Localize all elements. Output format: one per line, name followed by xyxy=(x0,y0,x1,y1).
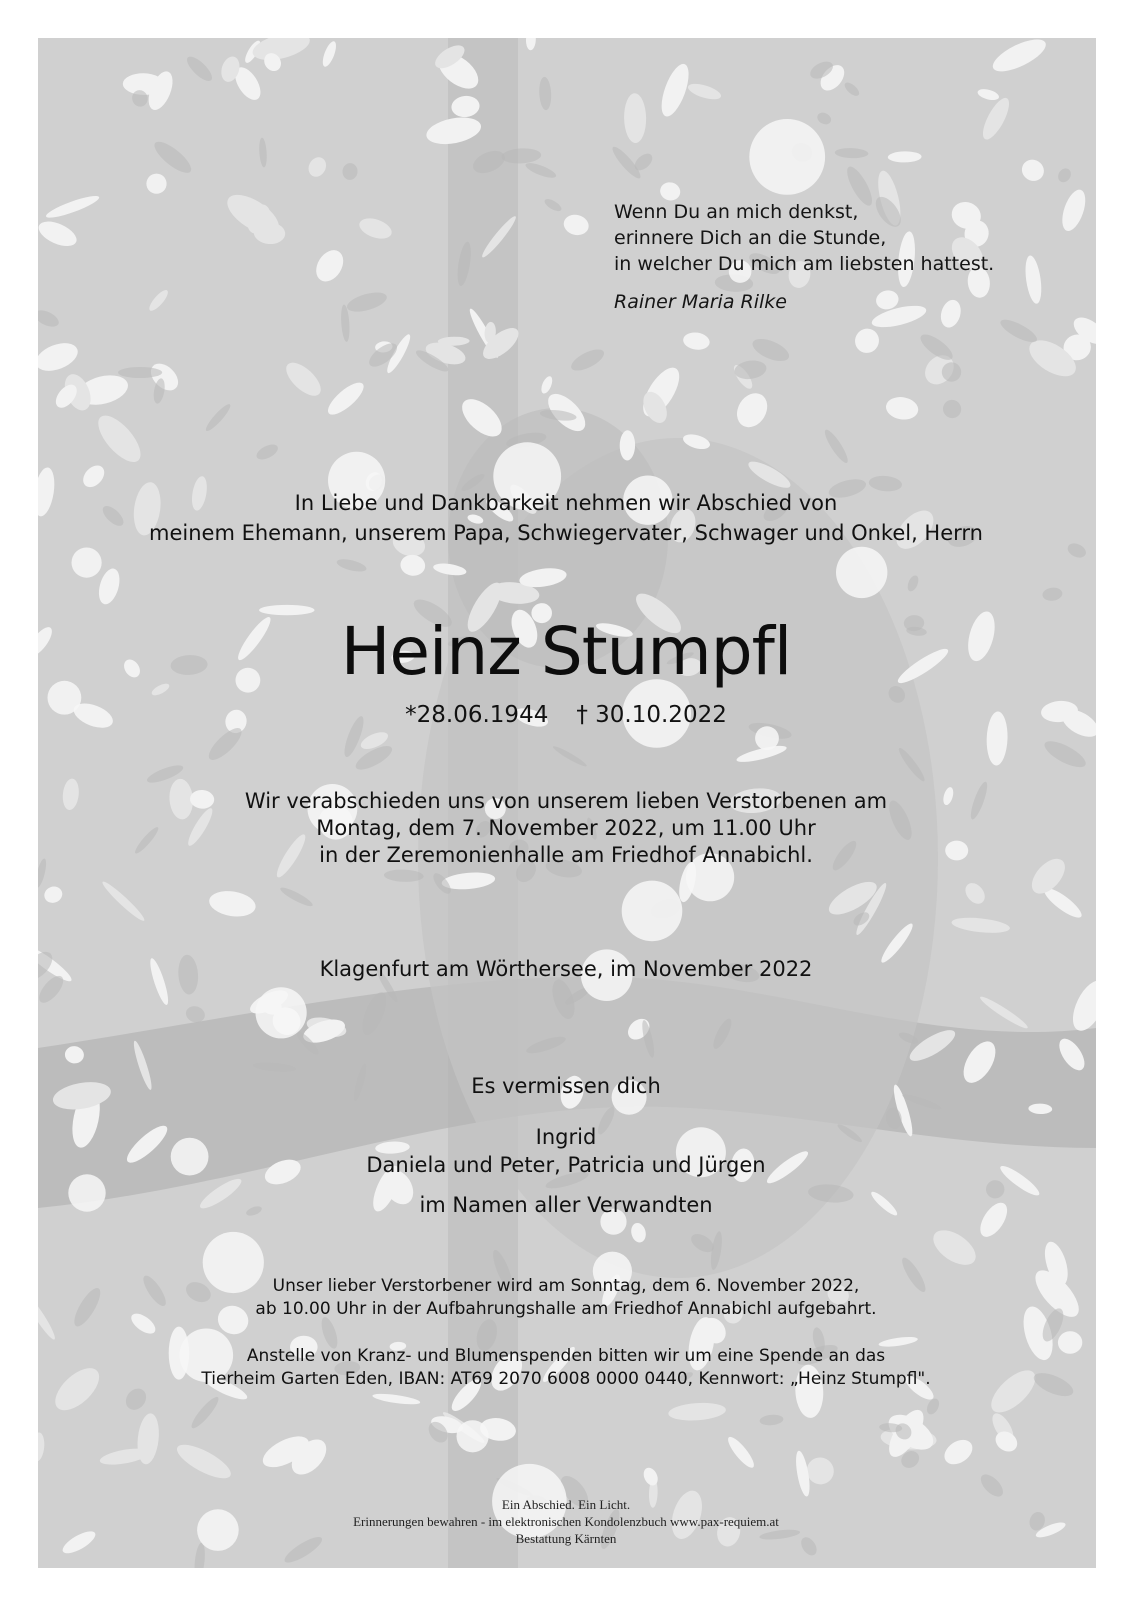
quote-line: in welcher Du mich am liebsten hattest. xyxy=(614,253,995,275)
donation-note xyxy=(0,1345,1132,1391)
mourners-names xyxy=(0,1123,1132,1179)
quote-block xyxy=(614,199,994,315)
mourner-name: Ingrid xyxy=(535,1125,597,1149)
mourners-heading: Es vermissen dich xyxy=(471,1074,661,1098)
ceremony-line: Montag, dem 7. November 2022, um 11.00 Uhr xyxy=(316,816,816,840)
viewing-note-line: ab 10.00 Uhr in der Aufbahrungshalle am Friedhof Annabichl aufgebahrt. xyxy=(255,1299,877,1319)
place-date: Klagenfurt am Wörthersee, im November 2022 xyxy=(319,957,813,981)
footer-line: Bestattung Kärnten xyxy=(515,1531,617,1546)
quote-line: Wenn Du an mich denkst, xyxy=(614,201,859,223)
footer-line: Erinnerungen bewahren - im elektronischen Kondolenzbuch www.pax-requiem.at xyxy=(353,1514,779,1529)
birth-date: *28.06.1944 xyxy=(405,702,549,728)
life-dates xyxy=(0,700,1132,730)
intro-line: meinem Ehemann, unserem Papa, Schwiegervater, Schwager und Onkel, Herrn xyxy=(149,521,983,545)
viewing-note xyxy=(0,1275,1132,1321)
intro-line: In Liebe und Dankbarkeit nehmen wir Abschied von xyxy=(294,491,838,515)
viewing-note-line: Unser lieber Verstorbener wird am Sonntag, dem 6. November 2022, xyxy=(272,1276,860,1296)
donation-note-line: Tierheim Garten Eden, IBAN: AT69 2070 6008 0000 0440, Kennwort: „Heinz Stumpfl". xyxy=(201,1369,931,1389)
ceremony-line: in der Zeremonienhalle am Friedhof Annabichl. xyxy=(319,843,813,867)
relatives-line: im Namen aller Verwandten xyxy=(419,1193,713,1217)
donation-note-line: Anstelle von Kranz- und Blumenspenden bitten wir um eine Spende an das xyxy=(246,1346,886,1366)
quote-author: Rainer Maria Rilke xyxy=(614,291,787,313)
footer xyxy=(0,1496,1132,1547)
quote-line: erinnere Dich an die Stunde, xyxy=(614,227,887,249)
deceased-name: Heinz Stumpfl xyxy=(340,613,792,690)
ceremony-text xyxy=(0,788,1132,869)
mourner-name: Daniela und Peter, Patricia und Jürgen xyxy=(366,1153,766,1177)
death-date: † 30.10.2022 xyxy=(576,702,727,728)
footer-line: Ein Abschied. Ein Licht. xyxy=(501,1497,631,1512)
ceremony-line: Wir verabschieden uns von unserem lieben Verstorbenen am xyxy=(244,789,888,813)
intro-text xyxy=(0,488,1132,548)
